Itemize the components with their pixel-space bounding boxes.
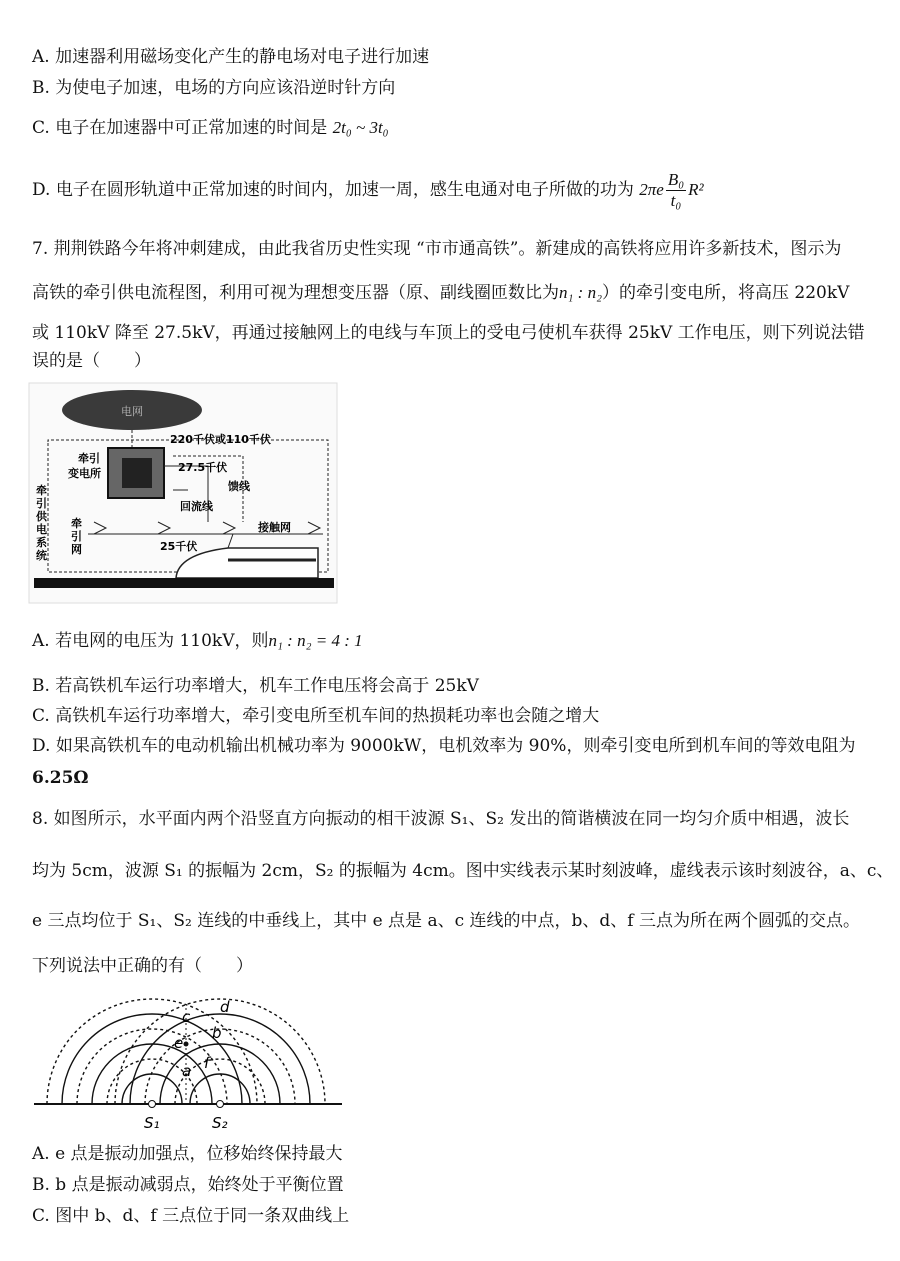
q6-option-c-math: 2t₀ ~ 3t₀ xyxy=(332,118,389,137)
q8-stem-line3: e 三点均位于 S₁、S₂ 连线的中垂线上，其中 e 点是 a、c 连线的中点，b、d、f 三点为所在两个圆弧的交点。 xyxy=(32,911,860,931)
point-labels xyxy=(174,998,230,1080)
label-d: d xyxy=(220,998,230,1016)
transformer-core xyxy=(122,458,152,488)
q6-option-a: A. 加速器利用磁场变化产生的静电场对电子进行加速 xyxy=(32,47,430,67)
system-label-3: 供 xyxy=(36,510,47,523)
q6-option-d-text: D. 电子在圆形轨道中正常加速的时间内，加速一周，感生电通对电子所做的功为 xyxy=(32,180,634,200)
voltage-top-label: 220千伏或110千伏 xyxy=(170,433,271,446)
q7-stem-line2-b: ）的牵引变电所，将高压 220kV xyxy=(601,283,850,303)
feeder-label: 馈线 xyxy=(228,480,250,493)
q8-stem-line4: 下列说法中正确的有（ ） xyxy=(32,956,253,976)
wave-interference-diagram xyxy=(30,984,346,1134)
q7-option-d-line1: D. 如果高铁机车的电动机输出机械功率为 9000kW，电机效率为 90%，则牵引变电所到机车间的等效电阻为 xyxy=(32,736,856,756)
grid-label: 电网 xyxy=(121,405,143,418)
q7-option-d-line2: 6.25Ω xyxy=(32,768,89,788)
q7-option-a-text: A. 若电网的电压为 110kV，则 xyxy=(32,631,269,651)
q8-stem-line2: 均为 5cm，波源 S₁ 的振幅为 2cm，S₂ 的振幅为 4cm。图中实线表示某时刻波峰，虚线表示该时刻波谷，a、c、 xyxy=(32,861,894,881)
q7-option-c: C. 高铁机车运行功率增大，牵引变电所至机车间的热损耗功率也会随之增大 xyxy=(32,706,600,726)
q7-stem-line2-a: 高铁的牵引供电流程图，利用可视为理想变压器（原、副线圈匝数比为 xyxy=(32,283,559,303)
q7-stem-line4: 误的是（ ） xyxy=(32,351,151,371)
q6-option-d-suffix: R² xyxy=(688,180,704,199)
point-e-dot xyxy=(184,1042,189,1047)
q7-option-b: B. 若高铁机车运行功率增大，机车工作电压将会高于 25kV xyxy=(32,676,479,696)
traction-net-label-3: 网 xyxy=(71,543,82,556)
system-label-1: 牵 xyxy=(36,484,47,497)
substation-label-1: 牵引 xyxy=(78,452,100,465)
q6-option-d-numerator: B₀ xyxy=(667,170,685,189)
q7-stem-line2-math: n₁ : n₂ xyxy=(559,283,602,302)
system-label-6: 统 xyxy=(36,549,47,562)
system-label-5: 系 xyxy=(36,536,47,549)
q7-option-a xyxy=(32,630,363,652)
traction-net-label-1: 牵 xyxy=(71,517,82,530)
substation-label-2: 变电所 xyxy=(68,467,101,480)
q6-option-d xyxy=(32,170,704,211)
source-s2 xyxy=(217,1101,224,1108)
label-s2: S₂ xyxy=(212,1114,228,1132)
q7-option-a-math: n₁ : n₂ = 4 : 1 xyxy=(268,631,363,650)
label-f: f xyxy=(204,1054,210,1072)
system-label-2: 引 xyxy=(36,497,47,510)
q6-option-d-denominator: t₀ xyxy=(670,191,682,210)
q7-stem-line1: 7. 荆荆铁路今年将冲刺建成，由此我省历史性实现 “市市通高铁”。新建成的高铁将应用许多新技术，图示为 xyxy=(32,239,842,259)
traction-power-diagram xyxy=(28,382,338,604)
traction-net-label-2: 引 xyxy=(71,530,82,543)
v25-label: 25千伏 xyxy=(160,540,198,553)
q8-option-b: B. b 点是振动减弱点，始终处于平衡位置 xyxy=(32,1175,344,1195)
source-s1 xyxy=(149,1101,156,1108)
q8-option-c: C. 图中 b、d、f 三点位于同一条双曲线上 xyxy=(32,1206,350,1226)
catenary-label: 接触网 xyxy=(258,521,291,534)
label-a: a xyxy=(182,1062,192,1080)
q6-option-d-prefix: 2πe xyxy=(639,180,664,199)
label-c: c xyxy=(182,1008,191,1026)
system-label-4: 电 xyxy=(36,523,47,536)
q8-stem-line1: 8. 如图所示，水平面内两个沿竖直方向振动的相干波源 S₁、S₂ 发出的简谐横波在同一均匀介质中相遇，波长 xyxy=(32,809,850,829)
q6-option-c-text: C. 电子在加速器中可正常加速的时间是 xyxy=(32,118,328,138)
q7-stem-line2 xyxy=(32,282,849,304)
return-line-label: 回流线 xyxy=(180,500,213,513)
rail-track xyxy=(34,578,334,588)
label-b: b xyxy=(212,1024,222,1042)
label-e: e xyxy=(174,1034,184,1052)
q6-option-b: B. 为使电子加速，电场的方向应该沿逆时针方向 xyxy=(32,78,396,98)
q6-option-c xyxy=(32,117,389,139)
q6-option-d-fraction xyxy=(666,170,686,211)
q8-option-a: A. e 点是振动加强点，位移始终保持最大 xyxy=(32,1144,343,1164)
q7-stem-line3: 或 110kV 降至 27.5kV，再通过接触网上的电线与车顶上的受电弓使机车获得 25kV 工作电压，则下列说法错 xyxy=(32,323,865,343)
label-s1: S₁ xyxy=(144,1114,160,1132)
v275-label: 27.5千伏 xyxy=(178,461,228,474)
